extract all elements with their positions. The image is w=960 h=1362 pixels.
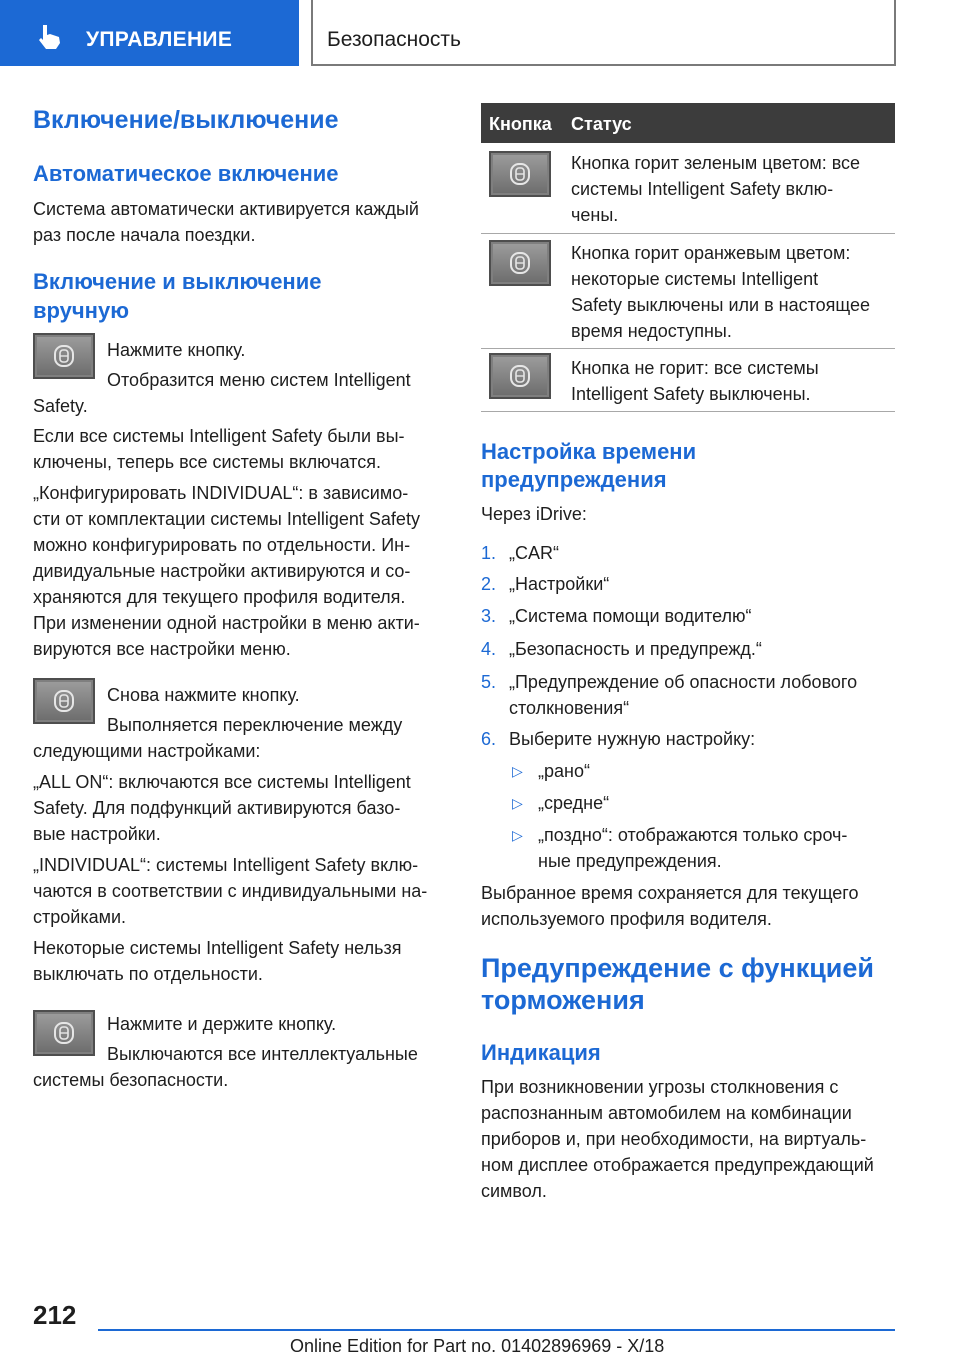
step-number: 3.	[481, 606, 497, 626]
intelligent-safety-button-icon	[54, 690, 74, 712]
step-number: 4.	[481, 639, 497, 659]
step-text: „Система помощи водителю“	[509, 606, 752, 626]
table-row1-line-1: Кнопка горит зеленым цветом: все	[571, 153, 861, 173]
table-row2-line-2: некоторые системы Intelligent	[571, 269, 819, 289]
saved-line-1: Выбранное время сохраняется для текущего	[481, 883, 859, 903]
para2-line-5: храняются для текущего профиля водителя.	[33, 587, 406, 607]
para2-line-3: можно конфигурировать по отдельности. Ин-	[33, 535, 411, 555]
para1-line-2: ключены, теперь все системы включатся.	[33, 452, 381, 472]
auto-text-line-1: Система автоматически активируется каждый	[33, 199, 419, 219]
para2-line-6: При изменении одной настройки в меню акти-	[33, 613, 420, 633]
triangle-right-icon: ▷	[512, 827, 523, 843]
step-text: „Настройки“	[509, 574, 610, 594]
indic-line-5: символ.	[481, 1181, 547, 1201]
option-late: „поздно“: отображаются только сроч-	[538, 825, 848, 845]
safety-button-image	[489, 151, 551, 197]
para1-line-1: Если все системы Intelligent Safety были вы-	[33, 426, 405, 446]
step2-result-line-1: Выполняется переключение между	[107, 715, 403, 735]
safety-button-image	[33, 333, 95, 379]
heading-warning-time-2: предупреждения	[481, 467, 667, 492]
heading-brake-warning-2: торможения	[481, 985, 645, 1015]
auto-text-line-2: раз после начала поездки.	[33, 225, 256, 245]
hand-pointer-icon	[34, 22, 66, 50]
step3-result-line-1: Выключаются все интеллектуальные	[107, 1044, 418, 1064]
table-divider	[481, 233, 895, 234]
heading-brake-warning-1: Предупреждение с функцией	[481, 953, 875, 983]
indic-line-3: приборов и, при необходимости, на виртуаль-	[481, 1129, 867, 1149]
para4-line-1: „INDIVIDUAL“: системы Intelligent Safety вклю-	[33, 855, 419, 875]
step-text-cont: столкновения“	[509, 698, 630, 718]
table-divider	[481, 348, 895, 349]
section-tab	[0, 0, 299, 66]
para5-line-2: выключать по отдельности.	[33, 964, 263, 984]
para4-line-2: чаются в соответствии с индивидуальными на-	[33, 881, 428, 901]
step3-result-line-2: системы безопасности.	[33, 1070, 229, 1090]
indic-line-4: ном дисплее отображается предупреждающий	[481, 1155, 874, 1175]
heading-auto: Автоматическое включение	[33, 161, 339, 186]
para4-line-3: стройками.	[33, 907, 127, 927]
para2-line-2: сти от комплектации системы Intelligent Safety	[33, 509, 420, 529]
footer-edition: Online Edition for Part no. 01402896969 - X/18	[290, 1336, 665, 1356]
step3-action: Нажмите и держите кнопку.	[107, 1014, 337, 1034]
table-divider	[481, 411, 895, 412]
col-button-label: Кнопка	[489, 114, 552, 134]
intelligent-safety-button-icon	[510, 163, 530, 185]
para3-line-2: Safety. Для подфункций активируются базо-	[33, 798, 401, 818]
section-label: УПРАВЛЕНИЕ	[86, 28, 233, 51]
step2-action: Снова нажмите кнопку.	[107, 685, 300, 705]
step-text: Выберите нужную настройку:	[509, 729, 756, 749]
safety-button-image	[33, 1010, 95, 1056]
para2-line-1: „Конфигурировать INDIVIDUAL“: в зависимо-	[33, 483, 409, 503]
step-number: 1.	[481, 543, 497, 563]
page-title: Безопасность	[327, 28, 461, 51]
via-idrive: Через iDrive:	[481, 504, 587, 524]
heading-manual-1: Включение и выключение	[33, 269, 322, 294]
intelligent-safety-button-icon	[510, 365, 530, 387]
safety-button-image	[489, 353, 551, 399]
para2-line-7: вируются все настройки меню.	[33, 639, 291, 659]
table-row3-line-2: Intelligent Safety выключены.	[571, 384, 811, 404]
table-row1-line-3: чены.	[571, 205, 619, 225]
step-text: „Предупреждение об опасности лобового	[509, 672, 858, 692]
indic-line-2: распознанным автомобилем на комбинации	[481, 1103, 852, 1123]
page-number: 212	[33, 1300, 77, 1330]
col-status-label: Статус	[571, 114, 632, 134]
saved-line-2: используемого профиля водителя.	[481, 909, 772, 929]
para3-line-3: вые настройки.	[33, 824, 161, 844]
option-medium: „средне“	[538, 793, 610, 813]
status-table-header	[481, 103, 895, 143]
step2-result-line-2: следующими настройками:	[33, 741, 261, 761]
triangle-right-icon: ▷	[512, 795, 523, 811]
table-row3-line-1: Кнопка не горит: все системы	[571, 358, 819, 378]
step1-action: Нажмите кнопку.	[107, 340, 246, 360]
triangle-right-icon: ▷	[512, 763, 523, 779]
step-number: 6.	[481, 729, 497, 749]
table-row2-line-1: Кнопка горит оранжевым цветом:	[571, 243, 851, 263]
intelligent-safety-button-icon	[54, 1022, 74, 1044]
table-row1-line-2: системы Intelligent Safety вклю-	[571, 179, 834, 199]
step-number: 2.	[481, 574, 497, 594]
safety-button-image	[489, 240, 551, 286]
heading-warning-time-1: Настройка времени	[481, 439, 697, 464]
page-title-box	[311, 0, 896, 66]
para5-line-1: Некоторые системы Intelligent Safety нельзя	[33, 938, 402, 958]
step1-result-line-1: Отобразится меню систем Intelligent	[107, 370, 411, 390]
footer-divider	[98, 1329, 895, 1331]
intelligent-safety-button-icon	[54, 345, 74, 367]
indic-line-1: При возникновении угрозы столкновения с	[481, 1077, 839, 1097]
heading-on-off: Включение/выключение	[33, 106, 339, 134]
option-early: „рано“	[538, 761, 590, 781]
step-number: 5.	[481, 672, 497, 692]
heading-indication: Индикация	[481, 1040, 601, 1065]
table-row2-line-3: Safety выключены или в настоящее	[571, 295, 871, 315]
para2-line-4: дивидуальные настройки активируются и со-	[33, 561, 411, 581]
table-row2-line-4: время недоступны.	[571, 321, 732, 341]
option-late-cont: ные предупреждения.	[538, 851, 722, 871]
para3-line-1: „ALL ON“: включаются все системы Intelligent	[33, 772, 411, 792]
step-text: „Безопасность и предупрежд.“	[509, 639, 762, 659]
heading-manual-2: вручную	[33, 298, 129, 323]
intelligent-safety-button-icon	[510, 252, 530, 274]
step-text: „CAR“	[509, 543, 559, 563]
safety-button-image	[33, 678, 95, 724]
step1-result-line-2: Safety.	[33, 396, 88, 416]
